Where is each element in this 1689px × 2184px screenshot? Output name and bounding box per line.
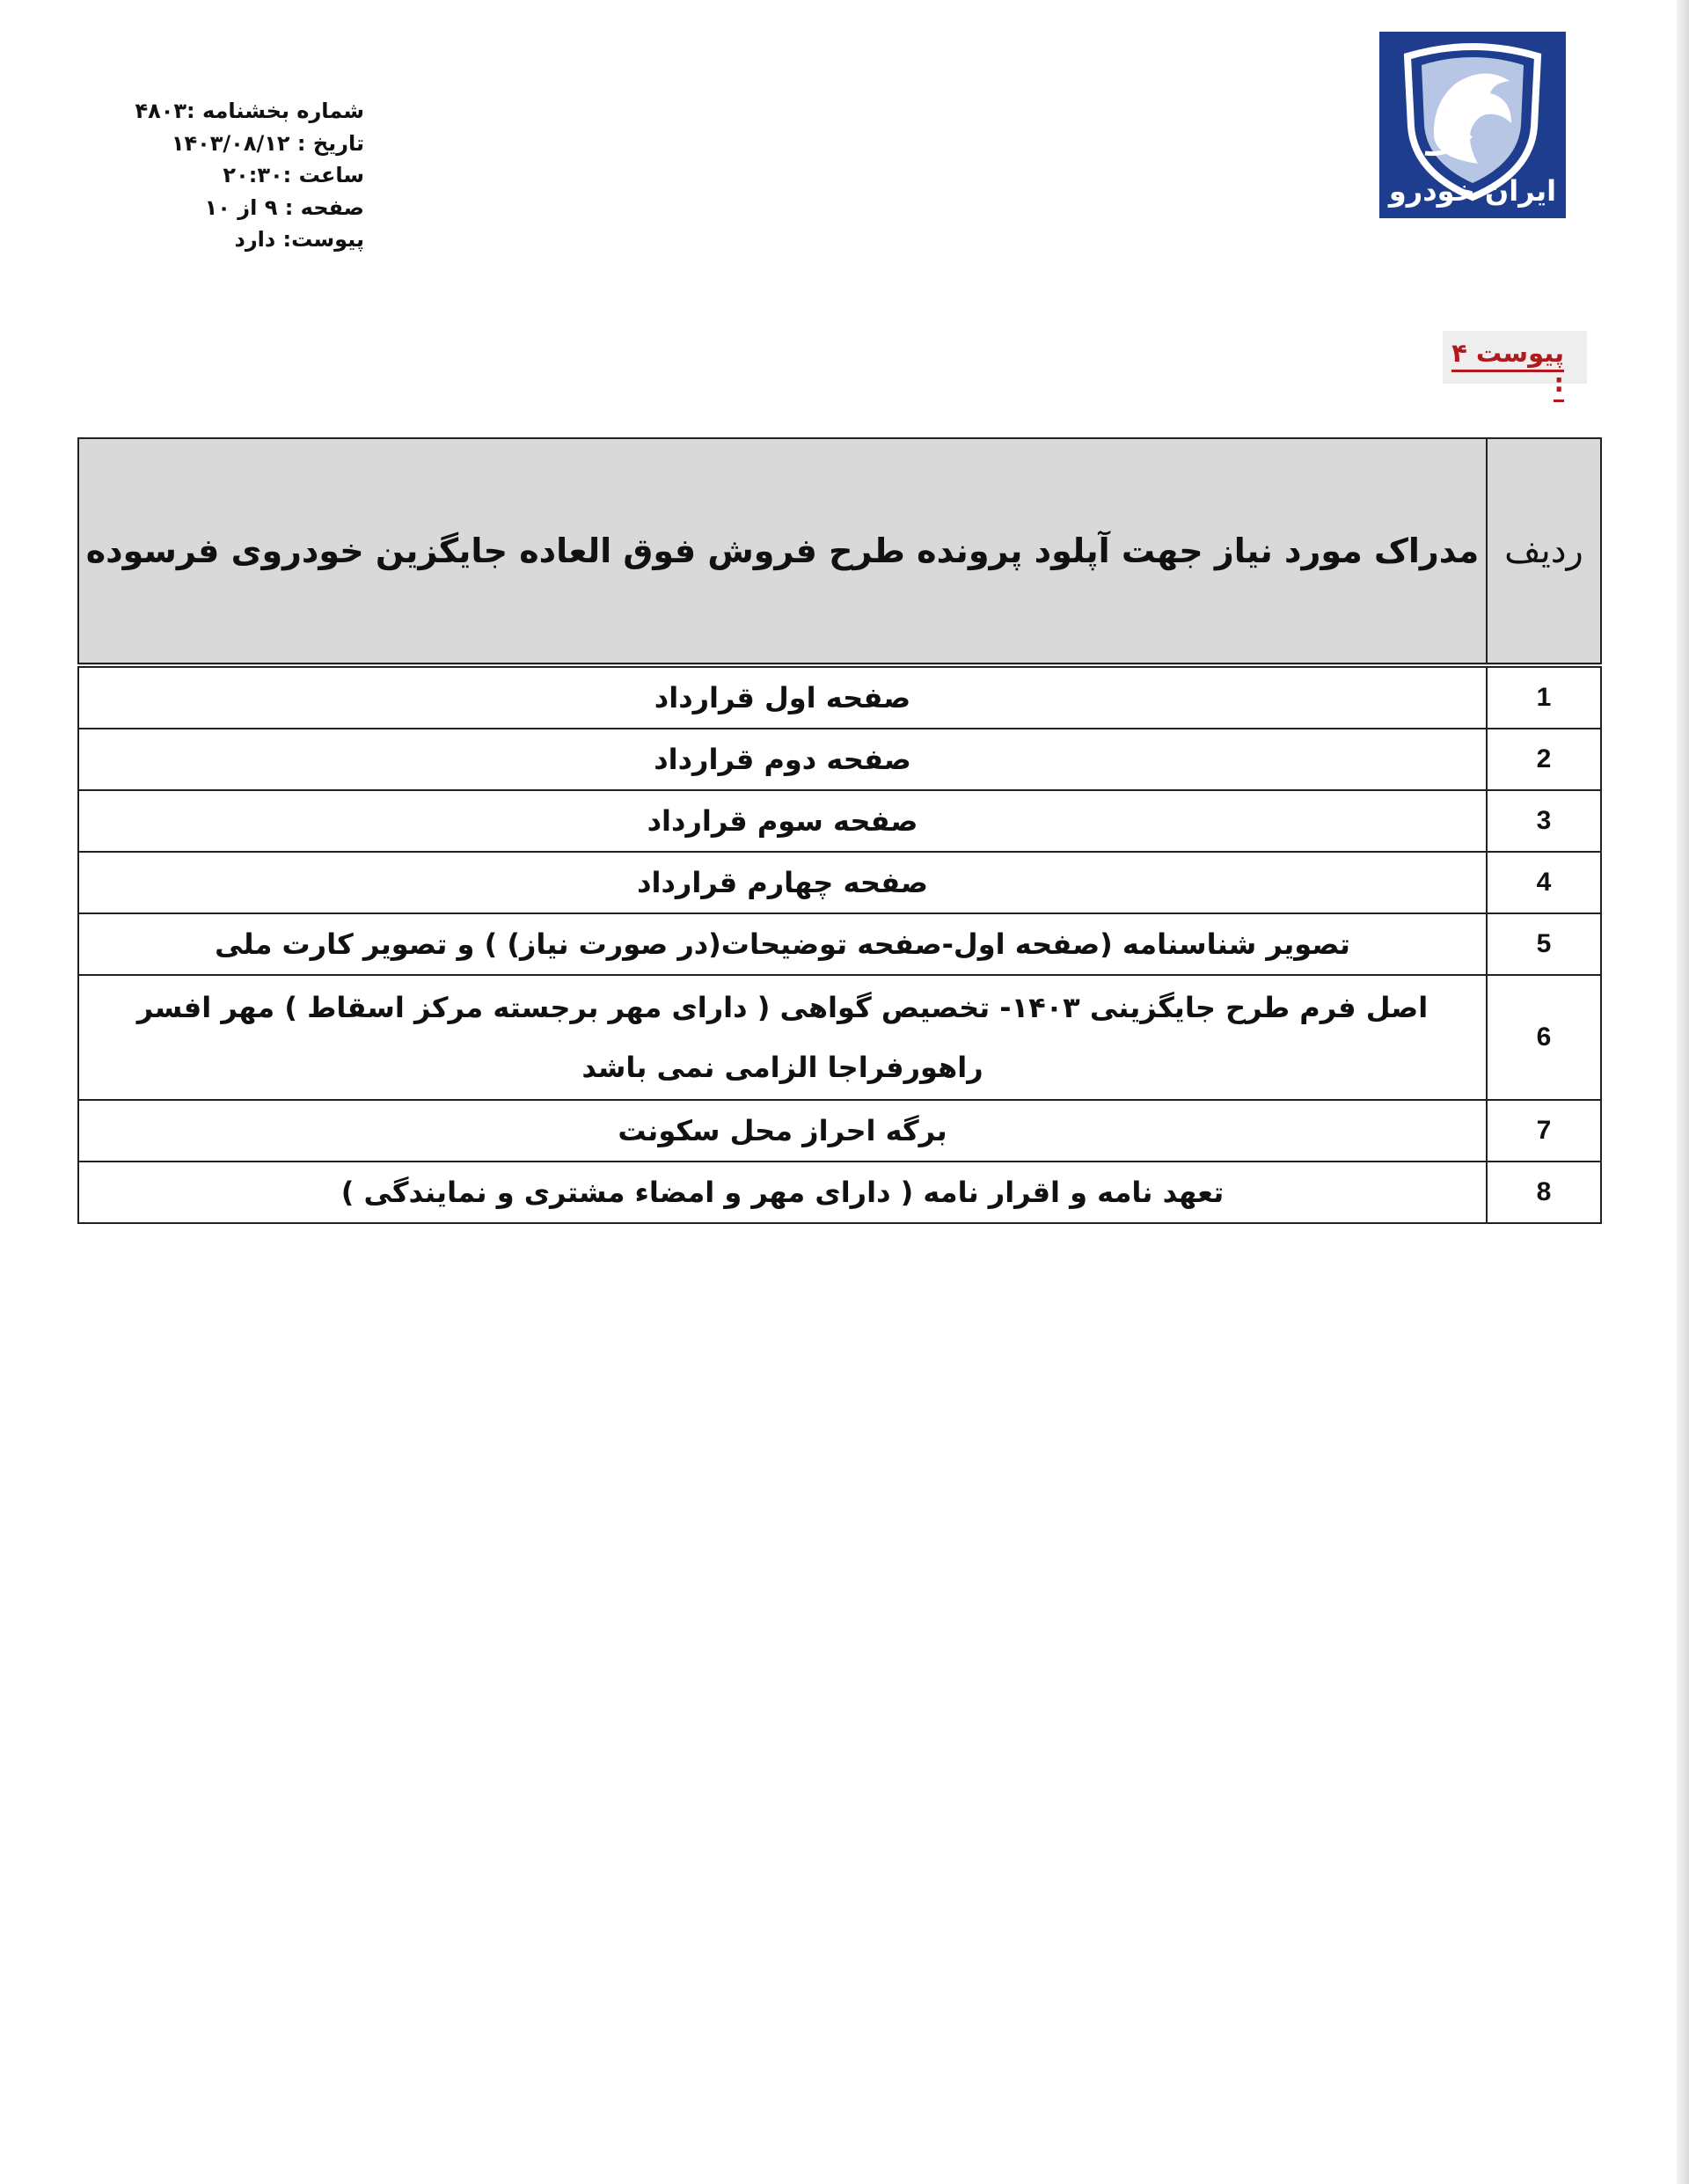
- row-number: 1: [1487, 665, 1601, 729]
- logo-text: ایران خودرو: [1388, 174, 1557, 208]
- row-number: 3: [1487, 790, 1601, 852]
- table-row: [78, 665, 1601, 729]
- row-number-header: ردیف: [1487, 438, 1601, 665]
- page-edge-shadow: [1677, 0, 1689, 2184]
- table-row: [78, 852, 1601, 913]
- table-row: [78, 729, 1601, 790]
- iran-khodro-logo: [1379, 32, 1566, 218]
- row-number: 7: [1487, 1100, 1601, 1162]
- document-name: صفحه دوم قرارداد: [78, 729, 1487, 790]
- circular-number: شماره بخشنامه :۴۸۰۳: [135, 99, 364, 123]
- page-number: صفحه : ۹ از ۱۰: [204, 194, 364, 220]
- document-name: تصویر شناسنامه (صفحه اول-صفحه توضیحات(در صورت نیاز) ) و تصویر کارت ملی: [78, 913, 1487, 975]
- document-name: صفحه سوم قرارداد: [78, 790, 1487, 852]
- iran-khodro-horse-logo-icon: [1379, 32, 1566, 218]
- row-number: 2: [1487, 729, 1601, 790]
- document-name: صفحه اول قرارداد: [78, 665, 1487, 729]
- document-date: تاریخ : ۱۴۰۳/۰۸/۱۲: [171, 130, 364, 156]
- table-row: [78, 1100, 1601, 1162]
- document-name: اصل فرم طرح جایگزینی ۱۴۰۳- تخصیص گواهی ( دارای مهر برجسته مرکز اسقاط ) مهر افسر راهورفراجا الزامی نمی باشد: [78, 975, 1487, 1100]
- table-row: [78, 913, 1601, 975]
- document-time: ساعت :۲۰:۳۰: [223, 163, 364, 187]
- attachment-status: پیوست: دارد: [234, 227, 364, 252]
- document-meta: [132, 95, 364, 256]
- row-number: 5: [1487, 913, 1601, 975]
- table-row: [78, 790, 1601, 852]
- table-row: [78, 975, 1601, 1100]
- row-number: 8: [1487, 1162, 1601, 1223]
- table-header-row: [78, 438, 1601, 665]
- required-documents-table: [77, 437, 1602, 1224]
- document-name: برگه احراز محل سکونت: [78, 1100, 1487, 1162]
- table-row: [78, 1162, 1601, 1223]
- attachment-label: پیوست ۴ :: [1451, 338, 1564, 402]
- attachment-label-box: [1443, 331, 1587, 398]
- row-number: 6: [1487, 975, 1601, 1100]
- row-number: 4: [1487, 852, 1601, 913]
- document-name: صفحه چهارم قرارداد: [78, 852, 1487, 913]
- documents-header: مدراک مورد نیاز جهت آپلود پرونده طرح فروش فوق العاده جایگزین خودروی فرسوده: [78, 438, 1487, 665]
- document-name: تعهد نامه و اقرار نامه ( دارای مهر و امضاء مشتری و نمایندگی ): [78, 1162, 1487, 1223]
